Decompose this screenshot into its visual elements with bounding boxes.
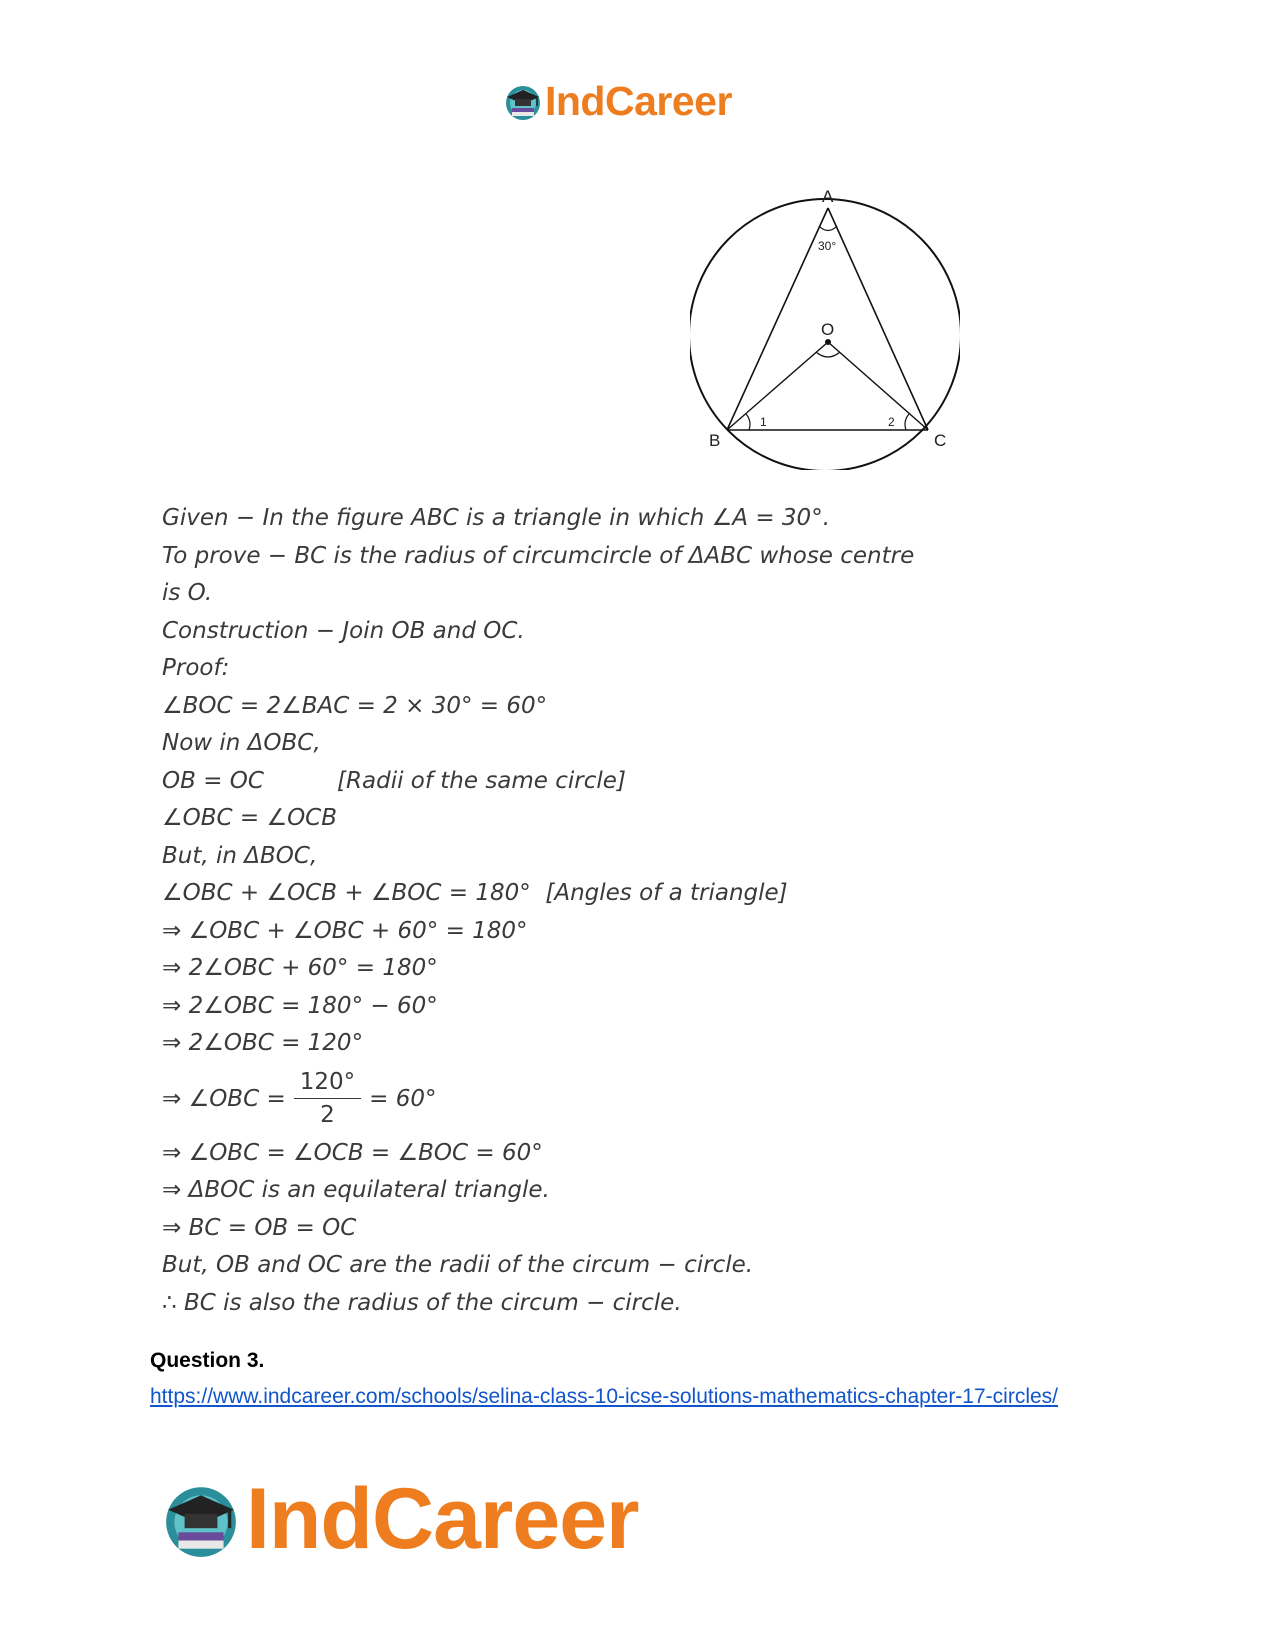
- solution-line: ∠BOC = 2∠BAC = 2 × 30° = 60°: [162, 692, 548, 719]
- solution-line: ⇒ BC = OB = OC: [162, 1214, 357, 1241]
- solution-line: ⇒ 2∠OBC + 60° = 180°: [162, 955, 438, 981]
- label-angle-a: 30°: [818, 239, 837, 253]
- solution-line: OB = OC [Radii of the same circle]: [162, 767, 626, 794]
- fraction: [294, 1068, 361, 1129]
- label-o: O: [821, 320, 835, 339]
- center-point: [825, 339, 831, 345]
- label-angle-1: 1: [760, 415, 767, 429]
- fraction-denominator: 2: [320, 1102, 335, 1128]
- solution-line: ⇒ 2∠OBC = 120°: [162, 1030, 364, 1056]
- solution-line: ⇒ 2∠OBC = 180° − 60°: [162, 992, 438, 1019]
- side-ac: [828, 208, 928, 430]
- question-heading: Question 3.: [150, 1349, 265, 1372]
- solution-line: Proof:: [162, 655, 230, 681]
- header-logo: [503, 78, 732, 125]
- solution-line: Construction − Join OB and OC.: [162, 617, 525, 644]
- angle-a-arc: [819, 226, 837, 231]
- angle-2-arc: [905, 414, 909, 430]
- footer-logo: [160, 1470, 639, 1569]
- solution-line: But, in ΔBOC,: [162, 842, 318, 869]
- segment-oc: [828, 342, 928, 430]
- side-ab: [727, 208, 828, 430]
- source-link[interactable]: https://www.indcareer.com/schools/selina-class-10-icse-solutions-mathematics-chapter-17-circles/: [150, 1385, 1058, 1408]
- fraction-suffix: = 60°: [369, 1085, 437, 1112]
- solution-line: is O.: [162, 580, 213, 606]
- solution-line: ⇒ ∠OBC + ∠OBC + 60° = 180°: [162, 917, 528, 944]
- graduation-cap-icon: [503, 82, 543, 122]
- graduation-cap-icon: [160, 1479, 242, 1561]
- angle-1-arc: [746, 414, 750, 430]
- circle-figure: [690, 180, 960, 474]
- solution-block: [162, 500, 1062, 1322]
- fraction-prefix: ⇒ ∠OBC =: [162, 1085, 286, 1112]
- solution-line: Given − In the figure ABC is a triangle in which ∠A = 30°.: [162, 505, 830, 531]
- solution-line: ⇒ ΔBOC is an equilateral triangle.: [162, 1177, 550, 1203]
- angle-o-arc: [816, 352, 840, 357]
- solution-line: ∠OBC = ∠OCB: [162, 805, 338, 831]
- fraction-step: [162, 1063, 1062, 1135]
- label-angle-2: 2: [888, 415, 895, 429]
- solution-line: But, OB and OC are the radii of the circum − circle.: [162, 1252, 754, 1278]
- solution-line: Now in ΔOBC,: [162, 730, 321, 756]
- label-b: B: [709, 431, 721, 450]
- label-c: C: [934, 431, 947, 450]
- footer-logo-text: IndCareer: [246, 1471, 639, 1567]
- fraction-numerator: 120°: [294, 1068, 361, 1099]
- label-a: A: [822, 187, 834, 206]
- segment-ob: [727, 342, 828, 430]
- solution-line: ⇒ ∠OBC = ∠OCB = ∠BOC = 60°: [162, 1139, 543, 1166]
- solution-line: ∴ BC is also the radius of the circum − circle.: [162, 1289, 682, 1316]
- header-logo-text: IndCareer: [545, 78, 732, 124]
- solution-line: ∠OBC + ∠OCB + ∠BOC = 180° [Angles of a triangle]: [162, 880, 788, 906]
- solution-line: To prove − BC is the radius of circumcircle of ΔABC whose centre: [162, 542, 915, 569]
